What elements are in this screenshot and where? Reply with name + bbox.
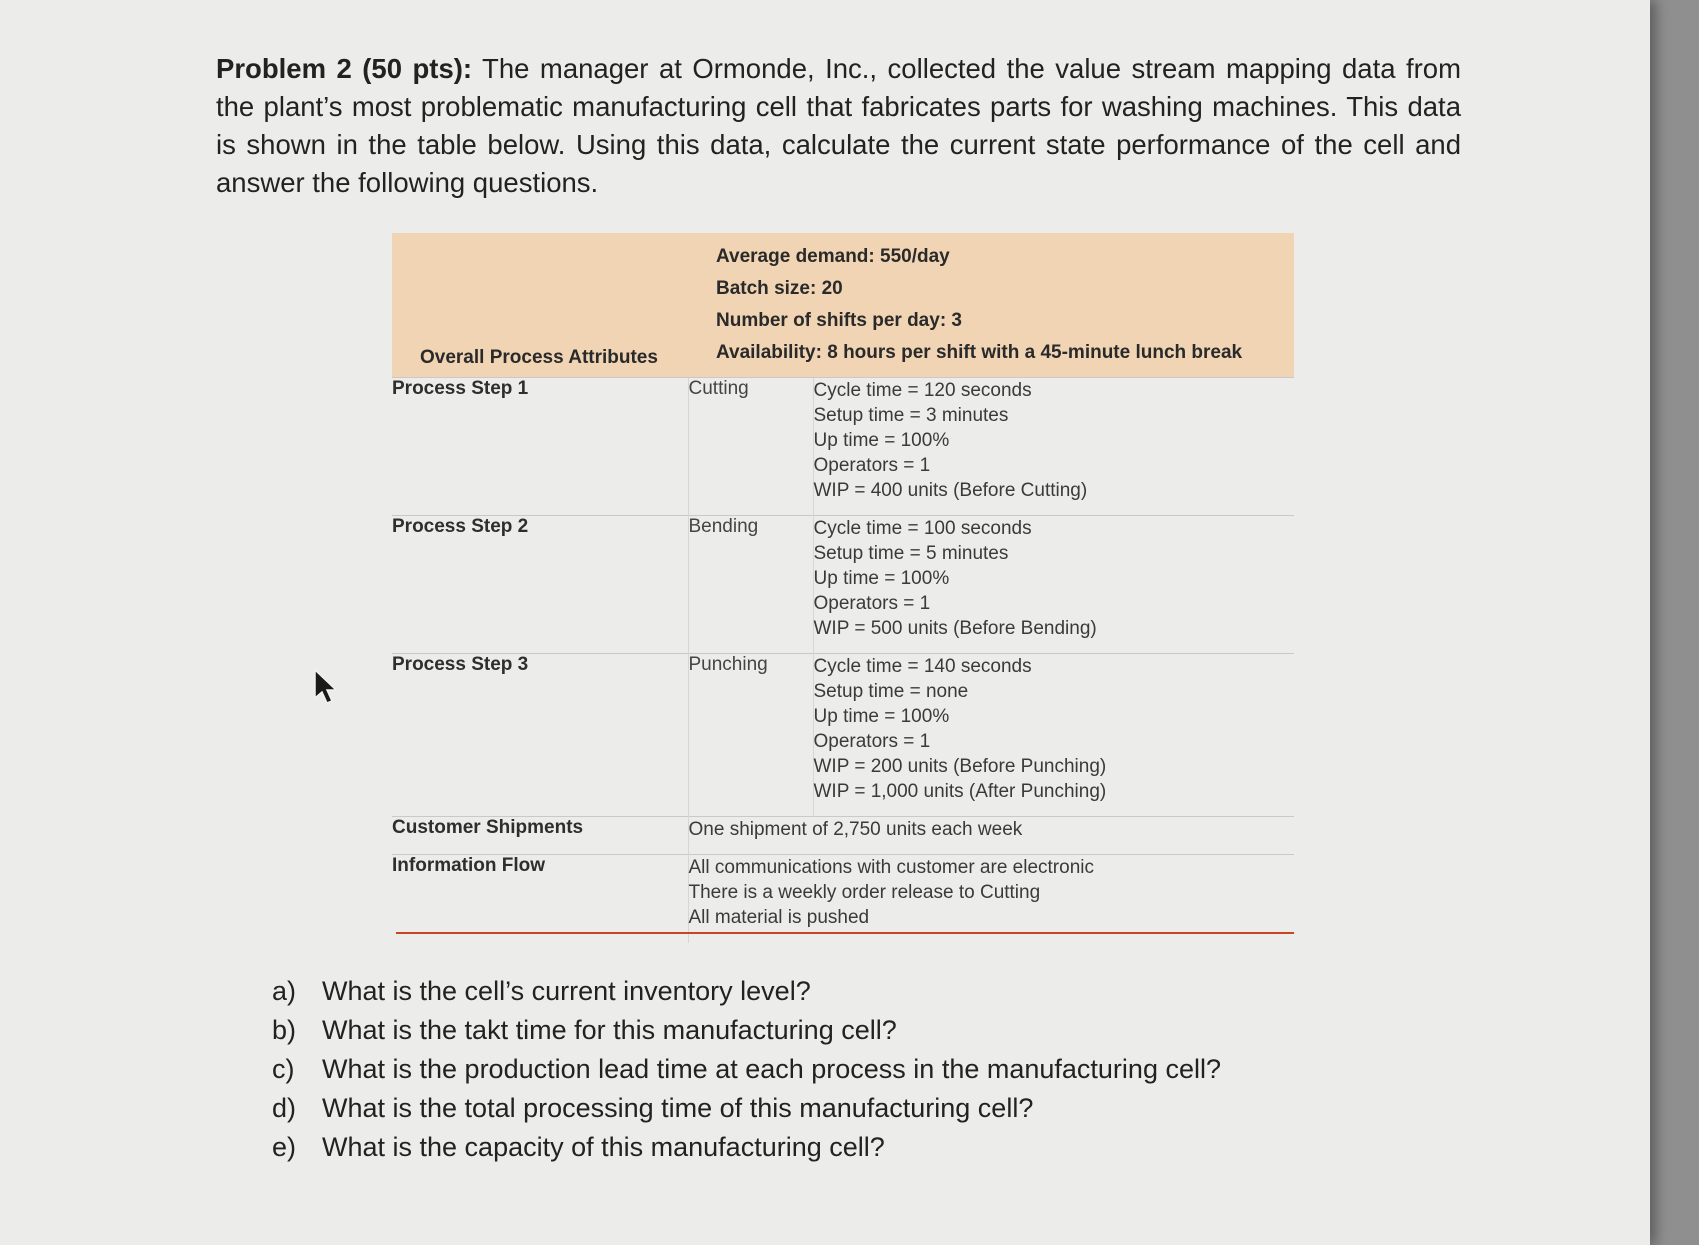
- info-flow-line: All material is pushed: [688, 907, 870, 928]
- problem-text: The manager at Ormonde, Inc., collected the value stream mapping data from the plant’s most problematic manufacturing cell that fabricates parts for washing machines. This data is shown in the table below. Using this data, calculate the current state performance of the cell and answer the following questions.: [216, 53, 1461, 198]
- step-details: [813, 516, 1294, 654]
- question-text: What is the total processing time of this manufacturing cell?: [322, 1093, 1034, 1123]
- cycle-time: Cycle time = 120 seconds: [813, 380, 1032, 401]
- table-bottom-rule: [396, 932, 1294, 934]
- list-item: [272, 1089, 1221, 1128]
- question-letter: a): [272, 976, 297, 1006]
- question-text: What is the cell’s current inventory level?: [322, 976, 811, 1006]
- step-operation: Cutting: [688, 378, 813, 516]
- wip: WIP = 400 units (Before Cutting): [813, 480, 1088, 501]
- table-row: [392, 817, 1294, 855]
- step-operation: Punching: [688, 654, 813, 817]
- question-list: [272, 972, 1221, 1167]
- attribute-shifts: Number of shifts per day: 3: [716, 310, 962, 331]
- list-item: [272, 1050, 1221, 1089]
- list-item: [272, 1011, 1221, 1050]
- info-flow-line: All communications with customer are electronic: [688, 857, 1094, 878]
- setup-time: Setup time = 5 minutes: [813, 543, 1009, 564]
- attribute-availability: Availability: 8 hours per shift with a 45-minute lunch break: [716, 342, 1243, 363]
- wip-after: WIP = 1,000 units (After Punching): [813, 781, 1107, 802]
- overall-attributes-label: Overall Process Attributes: [392, 233, 688, 378]
- table-header-row: [392, 233, 1294, 378]
- step-details: [813, 378, 1294, 516]
- up-time: Up time = 100%: [813, 430, 950, 451]
- mouse-pointer-icon: [313, 668, 339, 706]
- operators: Operators = 1: [813, 731, 931, 752]
- operators: Operators = 1: [813, 455, 931, 476]
- up-time: Up time = 100%: [813, 706, 950, 727]
- list-item: [272, 1128, 1221, 1167]
- question-text: What is the takt time for this manufacturing cell?: [322, 1015, 897, 1045]
- setup-time: Setup time = 3 minutes: [813, 405, 1009, 426]
- problem-label: Problem 2 (50 pts):: [216, 53, 473, 84]
- step-label: Process Step 2: [392, 516, 688, 654]
- table-row: [392, 378, 1294, 516]
- info-flow-line: There is a weekly order release to Cutting: [688, 882, 1041, 903]
- list-item: [272, 972, 1221, 1011]
- wip: WIP = 500 units (Before Bending): [813, 618, 1097, 639]
- step-operation: Bending: [688, 516, 813, 654]
- up-time: Up time = 100%: [813, 568, 950, 589]
- overall-attributes: [688, 233, 1294, 378]
- question-letter: b): [272, 1015, 297, 1045]
- table-row: [392, 855, 1294, 943]
- wip-before: WIP = 200 units (Before Punching): [813, 756, 1107, 777]
- shipments-label: Customer Shipments: [392, 817, 688, 855]
- table-row: [392, 654, 1294, 817]
- attribute-batch-size: Batch size: 20: [716, 278, 843, 299]
- info-flow-label: Information Flow: [392, 855, 688, 943]
- question-letter: d): [272, 1093, 297, 1123]
- info-flow-details: [688, 855, 1294, 943]
- step-label: Process Step 1: [392, 378, 688, 516]
- cycle-time: Cycle time = 100 seconds: [813, 518, 1032, 539]
- cycle-time: Cycle time = 140 seconds: [813, 656, 1032, 677]
- value-stream-table: [392, 233, 1294, 943]
- problem-statement: [216, 50, 1461, 202]
- table-row: [392, 516, 1294, 654]
- attribute-demand: Average demand: 550/day: [716, 246, 950, 267]
- question-text: What is the production lead time at each process in the manufacturing cell?: [322, 1054, 1221, 1084]
- step-details: [813, 654, 1294, 817]
- question-letter: e): [272, 1132, 297, 1162]
- shipments-text: One shipment of 2,750 units each week: [688, 817, 1294, 855]
- setup-time: Setup time = none: [813, 681, 969, 702]
- step-label: Process Step 3: [392, 654, 688, 817]
- question-text: What is the capacity of this manufacturing cell?: [322, 1132, 885, 1162]
- operators: Operators = 1: [813, 593, 931, 614]
- question-letter: c): [272, 1054, 295, 1084]
